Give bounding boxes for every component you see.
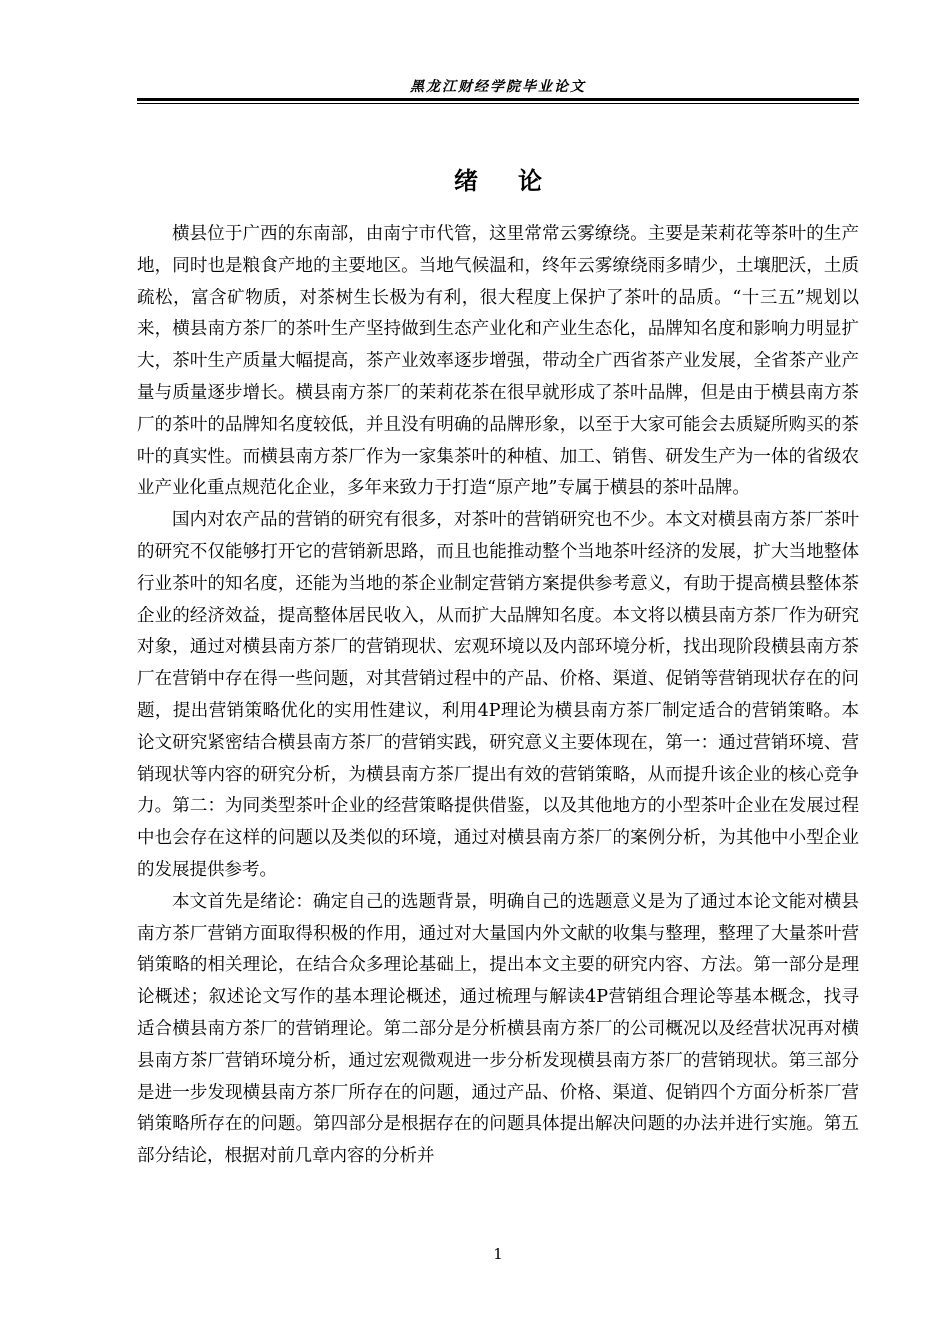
body-text bbox=[137, 219, 859, 1173]
running-header: 黑龙江财经学院毕业论文 bbox=[410, 79, 586, 95]
header-rule-thick bbox=[137, 98, 859, 101]
page-number: 1 bbox=[493, 1245, 503, 1263]
paragraph: 横县位于广西的东南部，由南宁市代管，这里常常云雾缭绕。主要是茉莉花等茶叶的生产地，同时也是粮食产地的主要地区。当地气候温和，终年云雾缭绕雨多晴少，土壤肥沃，土质疏松，富含矿物质，对茶树生长极为有利，很大程度上保护了茶叶的品质。“十三五”规划以来，横县南方茶厂的茶叶生产坚持做到生态产业化和产业生态化，品牌知名度和影响力明显扩大，茶叶生产质量大幅提高，茶产业效率逐步增强，带动全广西省茶产业发展，全省茶产业产量与质量逐步增长。横县南方茶厂的茉莉花茶在很早就形成了茶叶品牌，但是由于横县南方茶厂的茶叶的品牌知名度较低，并且没有明确的品牌形象，以至于大家可能会去质疑所购买的茶叶的真实性。而横县南方茶厂作为一家集茶叶的种植、加工、销售、研发生产为一体的省级农业产业化重点规范化企业，多年来致力于打造“原产地”专属于横县的茶叶品牌。 bbox=[137, 224, 859, 499]
paragraph: 本文首先是绪论：确定自己的选题背景，明确自己的选题意义是为了通过本论文能对横县南方茶厂营销方面取得积极的作用，通过对大量国内外文献的收集与整理，整理了大量茶叶营销策略的相关理论，在结合众多理论基础上，提出本文主要的研究内容、方法。第一部分是理论概述；叙述论文写作的基本理论概述，通过梳理与解读4P营销组合理论等基本概念，找寻适合横县南方茶厂的营销理论。第二部分是分析横县南方茶厂的公司概况以及经营状况再对横县南方茶厂营销环境分析，通过宏观微观进一步分析发现横县南方茶厂的营销现状。第三部分是进一步发现横县南方茶厂所存在的问题，通过产品、价格、渠道、促销四个方面分析茶厂营销策略所存在的问题。第四部分是根据存在的问题具体提出解决问题的办法并进行实施。第五部分结论，根据对前几章内容的分析并 bbox=[137, 891, 859, 1167]
section-title: 绪论 bbox=[454, 166, 582, 195]
header-rule-thin bbox=[137, 103, 859, 104]
paragraph: 国内对农产品的营销的研究有很多，对茶叶的营销研究也不少。本文对横县南方茶厂茶叶的研究不仅能够打开它的营销新思路，而且也能推动整个当地茶叶经济的发展，扩大当地整体行业茶叶的知名度，还能为当地的茶企业制定营销方案提供参考意义，有助于提高横县整体茶企业的经济效益，提高整体居民收入，从而扩大品牌知名度。本文将以横县南方茶厂作为研究对象，通过对横县南方茶厂的营销现状、宏观环境以及内部环境分析，找出现阶段横县南方茶厂在营销中存在得一些问题，对其营销过程中的产品、价格、渠道、促销等营销现状存在的问题，提出营销策略优化的实用性建议，利用4P理论为横县南方茶厂制定适合的营销策略。本论文研究紧密结合横县南方茶厂的营销实践，研究意义主要体现在，第一：通过营销环境、营销现状等内容的研究分析，为横县南方茶厂提出有效的营销策略，从而提升该企业的核心竞争力。第二：为同类型茶叶企业的经营策略提供借鉴，以及其他地方的小型茶叶企业在发展过程中也会存在这样的问题以及类似的环境，通过对横县南方茶厂的案例分析，为其他中小型企业的发展提供参考。 bbox=[137, 510, 859, 880]
